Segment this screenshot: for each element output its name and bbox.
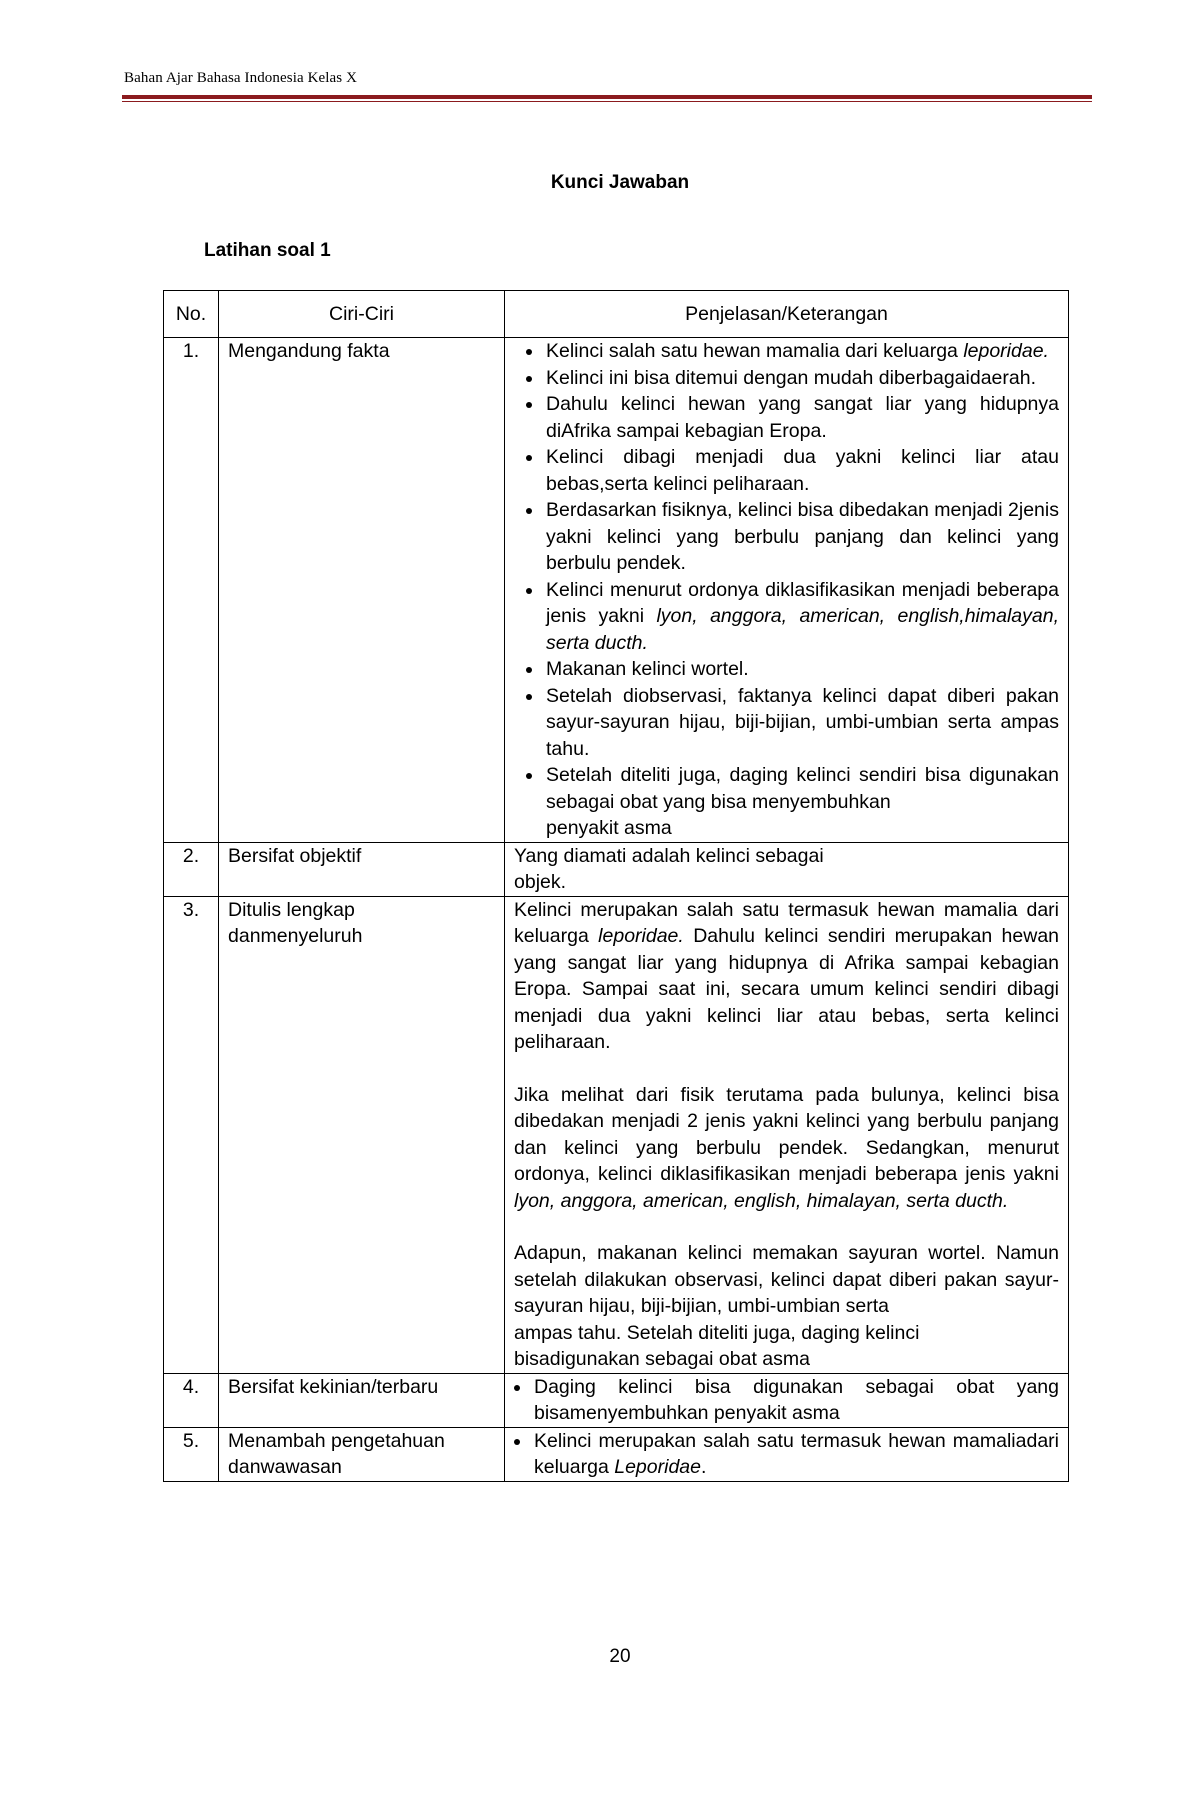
row-penjelasan xyxy=(505,896,1069,1373)
paragraph: Jika melihat dari fisik terutama pada bulunya, kelinci bisa dibedakan menjadi 2 jenis yakni kelinci yang berbulu panjang dan kelinci yang berbulu pendek. Sedangkan, menurut ordonya, kelinci diklasifikasikan menjadi beberapa jenis yakni lyon, anggora, american, english, himalayan, serta ducth. xyxy=(514,1083,1059,1212)
row-penjelasan xyxy=(505,1373,1069,1427)
row-number: 1. xyxy=(164,338,219,843)
bullet-list xyxy=(514,338,1059,842)
bullet-list xyxy=(514,1428,1059,1481)
row-penjelasan: Yang diamati adalah kelinci sebagai objek. xyxy=(505,842,1069,896)
paragraph: Kelinci merupakan salah satu termasuk hewan mamalia dari keluarga leporidae. Dahulu kelinci sendiri merupakan hewan yang sangat liar yang hidupnya di Afrika sampai kebagian Eropa. Sampai saat ini, secara umum kelinci sendiri dibagi menjadi dua yakni kelinci liar atau bebas, serta kelinci peliharaan. xyxy=(514,898,1060,1053)
header-rule-thin xyxy=(122,101,1092,102)
row-penjelasan xyxy=(505,1427,1069,1481)
list-item: • Daging kelinci bisa digunakan sebagai obat yang bisamenyembuhkan penyakit asma xyxy=(532,1374,1059,1427)
bullet-list xyxy=(514,1374,1059,1427)
list-item: • Dahulu kelinci hewan yang sangat liar yang hidupnya diAfrika sampai kebagian Eropa. xyxy=(544,391,1059,444)
answer-key-table xyxy=(163,290,1069,1482)
row-ciri: Ditulis lengkap danmenyeluruh xyxy=(219,896,505,1373)
section-subtitle: Latihan soal 1 xyxy=(204,240,331,261)
list-item: • Makanan kelinci wortel. xyxy=(544,656,1059,683)
list-item: • Kelinci dibagi menjadi dua yakni kelinci liar atau bebas,serta kelinci peliharaan. xyxy=(544,444,1059,497)
page-title: Kunci Jawaban xyxy=(550,172,690,193)
row-number: 5. xyxy=(164,1427,219,1481)
row-ciri: Mengandung fakta xyxy=(219,338,505,843)
row-ciri: Bersifat objektif xyxy=(219,842,505,896)
list-item: • Berdasarkan fisiknya, kelinci bisa dibedakan menjadi 2jenis yakni kelinci yang berbulu panjang dan kelinci yang berbulu pendek. xyxy=(544,497,1059,577)
table-row xyxy=(164,1427,1069,1481)
header-ciri: Ciri-Ciri xyxy=(219,291,505,338)
row-number: 3. xyxy=(164,896,219,1373)
table-row xyxy=(164,842,1069,896)
table-row xyxy=(164,896,1069,1373)
row-ciri: Bersifat kekinian/terbaru xyxy=(219,1373,505,1427)
paragraph: Adapun, makanan kelinci memakan sayuran wortel. Namun setelah dilakukan observasi, kelinci dapat diberi pakan sayur-sayuran hijau, biji-bijian, umbi-umbian serta ampas tahu. Setelah diteliti juga, daging kelinci bisadigunakan sebagai obat asma xyxy=(514,1242,1059,1370)
list-item: • Setelah diobservasi, faktanya kelinci dapat diberi pakan sayur-sayuran hijau, biji-bijian, umbi-umbian serta ampas tahu. xyxy=(544,683,1059,763)
header-no: No. xyxy=(164,291,219,338)
table-row xyxy=(164,1373,1069,1427)
row-number: 2. xyxy=(164,842,219,896)
row-ciri: Menambah pengetahuan danwawasan xyxy=(219,1427,505,1481)
row-penjelasan xyxy=(505,338,1069,843)
list-item: • Kelinci merupakan salah satu termasuk hewan mamaliadari keluarga Leporidae. xyxy=(532,1428,1059,1481)
page-number: 20 xyxy=(609,1646,631,1667)
list-item: • Kelinci ini bisa ditemui dengan mudah diberbagaidaerah. xyxy=(544,365,1059,392)
header-penjelasan: Penjelasan/Keterangan xyxy=(505,291,1069,338)
list-item: • Setelah diteliti juga, daging kelinci sendiri bisa digunakan sebagai obat yang bisa menyembuhkan penyakit asma xyxy=(544,762,1059,842)
table-row xyxy=(164,338,1069,843)
table-header-row xyxy=(164,291,1069,338)
row-number: 4. xyxy=(164,1373,219,1427)
header-rule-thick xyxy=(122,95,1092,99)
running-header: Bahan Ajar Bahasa Indonesia Kelas X xyxy=(124,70,358,86)
list-item: • Kelinci salah satu hewan mamalia dari keluarga leporidae. xyxy=(544,338,1059,365)
list-item: • Kelinci menurut ordonya diklasifikasikan menjadi beberapa jenis yakni lyon, anggora, american, english,himalayan, serta ducth. xyxy=(544,577,1059,657)
